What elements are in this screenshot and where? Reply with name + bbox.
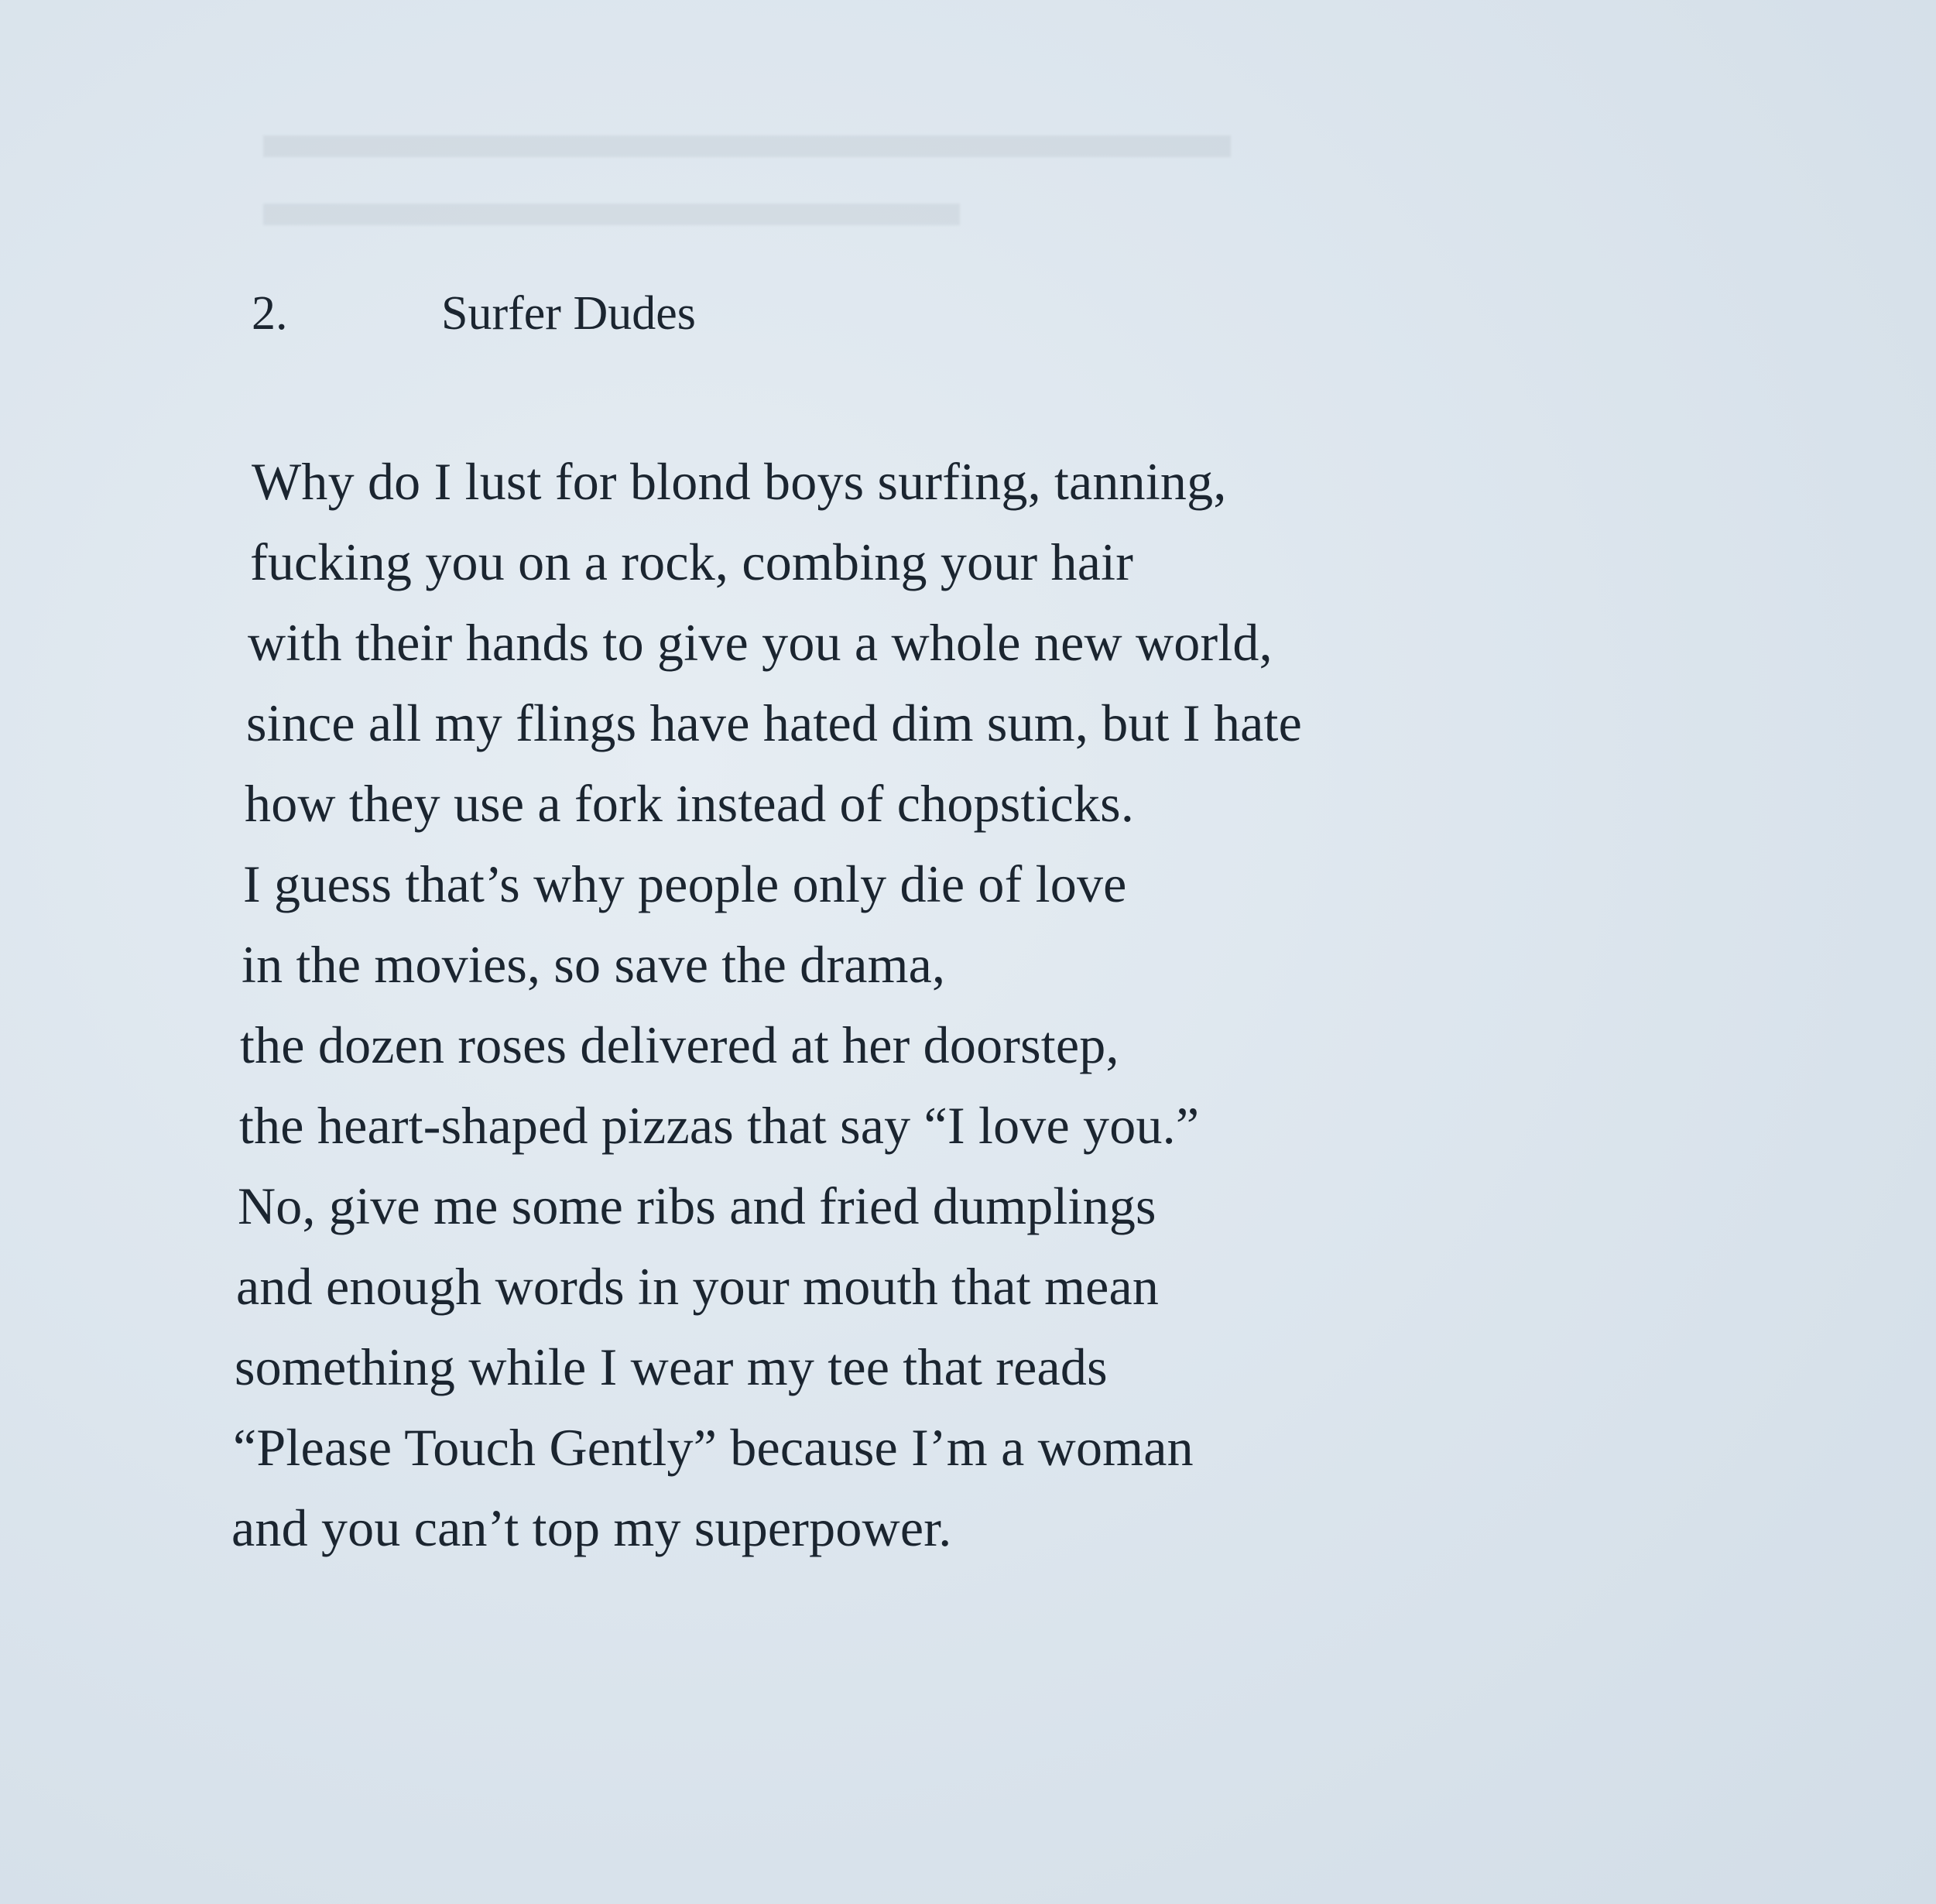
poem-line: the dozen roses delivered at her doorstep, [240, 1015, 1119, 1074]
section-number: 2. [252, 287, 288, 340]
reverse-side-bleed-heading [263, 62, 1231, 225]
poem-line: the heart-shaped pizzas that say “I love you.” [239, 1096, 1200, 1155]
poem-line: how they use a fork instead of chopsticks. [245, 774, 1135, 833]
poem-line: in the movies, so save the drama, [242, 935, 946, 994]
poem-line: No, give me some ribs and fried dumplings [238, 1176, 1156, 1235]
poem-line: and you can’t top my superpower. [231, 1498, 952, 1557]
poem-line: since all my flings have hated dim sum, but I hate [246, 693, 1303, 752]
poem-line: something while I wear my tee that reads [235, 1337, 1108, 1396]
poem-line: and enough words in your mouth that mean [236, 1257, 1160, 1316]
poem-line: “Please Touch Gently” because I’m a woman [233, 1418, 1194, 1477]
poem-text [231, 441, 1303, 1568]
reverse-side-bleed-body [681, 290, 1765, 292]
poem-line: fucking you on a rock, combing your hair [250, 533, 1134, 591]
section-title: Surfer Dudes [441, 287, 696, 340]
poem-line: with their hands to give you a whole new world, [248, 613, 1273, 672]
section-heading [252, 286, 696, 341]
poem-line: Why do I lust for blond boys surfing, tanning, [252, 452, 1227, 511]
poem-line: I guess that’s why people only die of love [243, 854, 1127, 913]
